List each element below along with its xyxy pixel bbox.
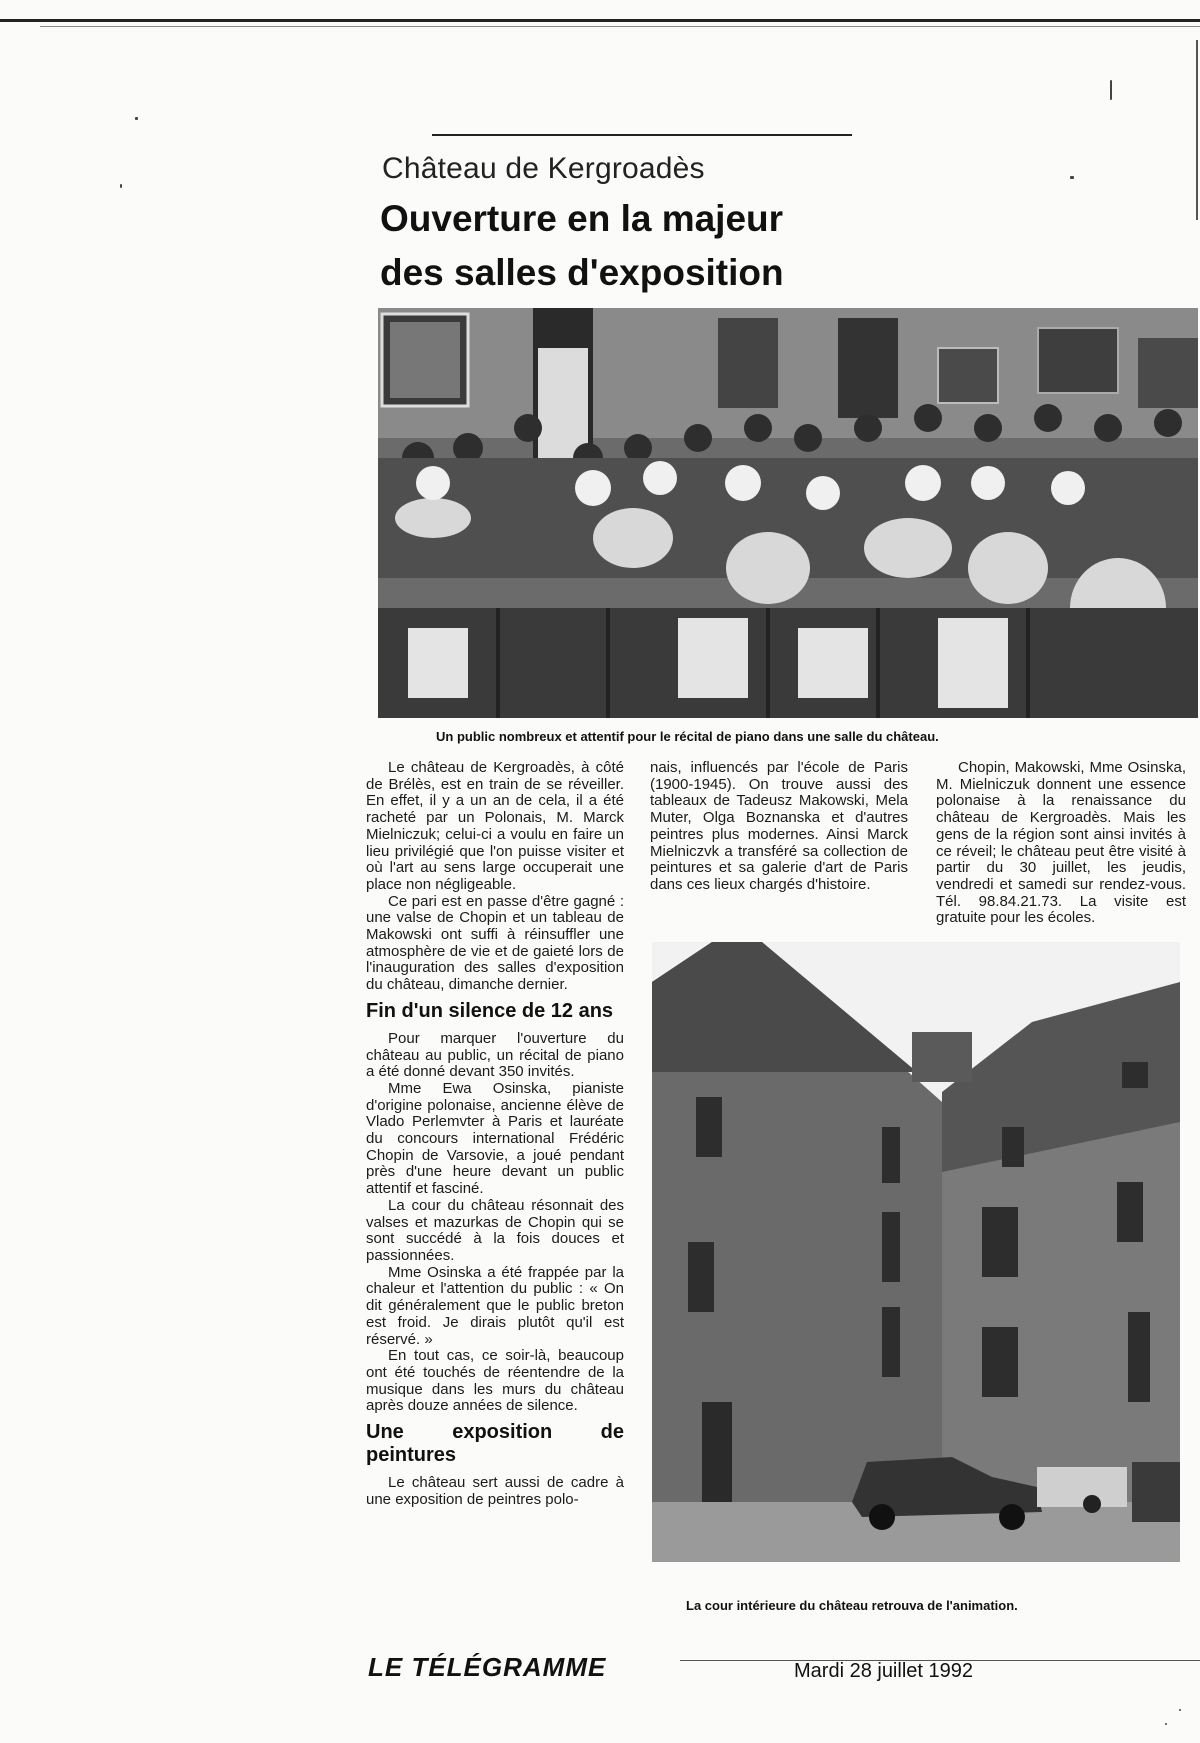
subhead-exposition: Une exposition de peintures <box>366 1421 624 1467</box>
second-rule <box>40 26 1200 27</box>
col1-paragraph-8: Le château sert aussi de cadre à une exposition de peintres polo- <box>366 1474 624 1508</box>
newspaper-masthead: LE TÉLÉGRAMME <box>368 1652 607 1682</box>
header-rule <box>432 134 852 136</box>
concert-audience-photo <box>378 308 1198 718</box>
col1-paragraph-4: Mme Ewa Osinska, pianiste d'origine polonaise, ancienne élève de Vlado Perlemvter à Paris et lauréate du concours international Frédéric Chopin de Varsovie, a joué pendant près d'une heure devant un public attentif et fasciné. <box>366 1079 624 1198</box>
article-headline-line1: Ouverture en la majeur <box>380 198 784 239</box>
subhead-fin-silence: Fin d'un silence de 12 ans <box>366 999 614 1022</box>
col1-paragraph-7: En tout cas, ce soir-là, beaucoup ont été touchés de réentendre de la musique dans les murs du château après douze années de silence. <box>366 1347 624 1415</box>
top-rule <box>0 19 1200 22</box>
publication-date: Mardi 28 juillet 1992 <box>794 1660 973 1682</box>
concert-photo-caption: Un public nombreux et attentif pour le récital de piano dans une salle du château. <box>436 729 939 744</box>
courtyard-photo-caption: La cour intérieure du château retrouva de l'animation. <box>686 1598 1018 1613</box>
article-kicker: Château de Kergroadès <box>382 152 705 185</box>
scan-speck <box>1179 1709 1181 1711</box>
col3-paragraph-1: Chopin, Makowski, Mme Osinska, M. Mielniczuk donnent une essence polonaise à la renaissance du château de Kergroadès. Mais les gens de la région sont ainsi invités à ce réveil; le château peut être visité à partir du 30 juillet, les jeudis, vendredi et samedi sur rendez-vous. Tél. 98.84.21.73. La visite est gratuite pour les écoles. <box>936 759 1186 927</box>
scan-speck <box>1165 1723 1167 1725</box>
col1-paragraph-2: Ce pari est en passe d'être gagné : une valse de Chopin et un tableau de Makowski ont suffi à réinsuffler une atmosphère de vie et de gaieté lors de l'inauguration des salles d'exposition du château, dimanche dernier. <box>366 892 624 994</box>
scan-speck <box>1070 176 1074 179</box>
col1-paragraph-5: La cour du château résonnait des valses et mazurkas de Chopin qui se sont succédé à la fois douces et passionnées. <box>366 1196 624 1264</box>
col1-paragraph-3: Pour marquer l'ouverture du château au public, un récital de piano a été donné devant 350 invités. <box>366 1029 624 1081</box>
right-scan-edge <box>1196 40 1198 220</box>
col1-paragraph-1: Le château de Kergroadès, à côté de Brélès, est en train de se réveiller. En effet, il y a un an de cela, il a été racheté par un Polonais, M. Marck Mielniczuk; celui-ci a voulu en faire un lieu privilégié que l'on puisse visiter et où l'art au sens large occuperait une place non négligeable. <box>366 759 624 893</box>
scan-speck <box>1110 80 1112 100</box>
article-column-1 <box>366 760 624 1508</box>
article-column-2 <box>650 760 908 894</box>
article-headline-line2: des salles d'exposition <box>380 252 784 293</box>
article-column-3 <box>936 760 1186 927</box>
col1-paragraph-6: Mme Osinska a été frappée par la chaleur et l'attention du public : « On dit généralement que le public breton est froid. Je dirais plutôt qu'il est réservé. » <box>366 1263 624 1348</box>
scan-speck <box>135 117 138 120</box>
scan-speck <box>120 184 122 188</box>
col2-paragraph-1: nais, influencés par l'école de Paris (1900-1945). On trouve aussi des tableaux de Tadeusz Makowski, Mela Muter, Olga Boznanska et d'autres peintres plus modernes. Ainsi Marck Mielniczvk a transféré sa collection de peintures et sa galerie d'art de Paris dans ces lieux chargés d'histoire. <box>650 759 908 893</box>
castle-courtyard-photo <box>652 942 1180 1562</box>
